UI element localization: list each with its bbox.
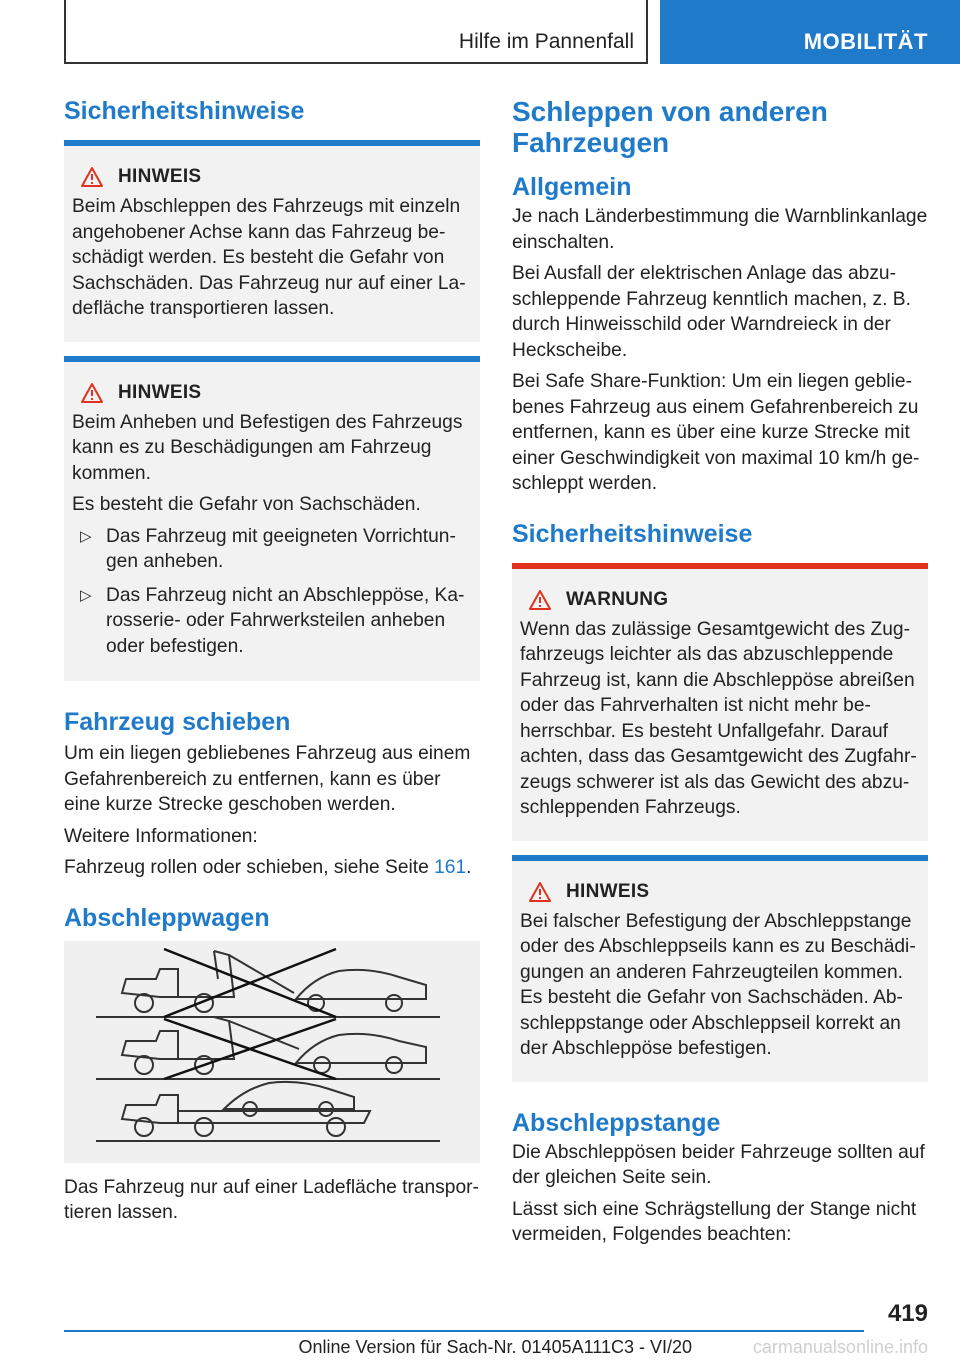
heading-tow-other-vehicles: Schleppen von anderen Fahrzeugen	[512, 96, 828, 158]
push-paragraph-1: Um ein liegen gebliebenes Fahrzeug aus einem Gefahrenbereich zu entfernen, kann es über eine kurze Strecke geschoben werden.	[64, 743, 471, 815]
general-paragraph-2: Bei Ausfall der elektrischen Anlage das abzuschleppende Fahrzeug kenntlich machen, z. B. durch Hinweisschild oder Warndreieck in der Heckscheibe.	[512, 263, 911, 361]
header-section-label: Hilfe im Pannenfall	[458, 30, 634, 53]
header-chapter-label: MOBILITÄT	[803, 29, 928, 54]
footer-watermark: carmanualsonline.info	[752, 1337, 928, 1357]
right-column	[512, 96, 928, 1254]
notice-box-2-list	[72, 524, 472, 660]
notice-box-1	[64, 140, 480, 342]
heading-safety-right: Sicherheitshinweise	[512, 519, 753, 548]
notice-box-3-text: Bei falscher Befestigung der Abschleppstange oder des Abschleppseils kann es zu Beschädigungen an anderen Fahrzeugteilen kommen. Es besteht die Gefahr von Sachschäden. Abschleppstange oder Abschleppseil korrekt an der Abschleppöse befestigen.	[520, 910, 916, 1059]
footer-version-text: Online Version für Sach-Nr. 01405A111C3 - VI/20	[298, 1337, 692, 1357]
warning-triangle-icon	[520, 881, 560, 903]
heading-push: Fahrzeug schieben	[64, 708, 291, 736]
page-number: 419	[887, 1300, 928, 1327]
notice-box-2	[64, 356, 480, 682]
notice-box-2-text-1: Beim Anheben und Befestigen des Fahrzeugs kann es zu Beschädigungen am Fahrzeug kommen.	[72, 411, 463, 484]
tow-bar-paragraph-1: Die Abschleppösen beider Fahrzeuge sollten auf der gleichen Seite sein.	[512, 1141, 925, 1188]
warning-triangle-icon	[72, 166, 112, 188]
general-paragraph-3: Bei Safe Share-Funktion: Um ein liegen gebliebenes Fahrzeug aus einem Gefahrenbereich zu entfernen, kann es über eine kurze Strecke mit einer Geschwindigkeit von maximal 10 km/h geschleppt werden.	[512, 371, 920, 494]
notice-box-2-text-2: Es besteht die Gefahr von Sachschäden.	[72, 494, 421, 515]
push-paragraph-3	[64, 855, 480, 881]
heading-tow-bar: Abschleppstange	[512, 1108, 721, 1137]
notice-box-3	[512, 855, 928, 1082]
general-paragraph-1: Je nach Länderbestimmung die Warnblinkanlage einschalten.	[512, 206, 928, 253]
list-item	[72, 524, 472, 575]
page-link-161[interactable]: 161	[434, 857, 467, 878]
push-reference-end: .	[466, 857, 472, 878]
header-section-tab	[64, 0, 648, 64]
triangle-bullet-icon: ▷	[80, 527, 92, 545]
notice-box-3-title: HINWEIS	[566, 880, 650, 902]
list-item-text: Das Fahrzeug nicht an Abschleppöse, Karosserie- oder Fahrwerksteilen anheben oder befestigen.	[106, 584, 465, 657]
tow-caption: Das Fahrzeug nur auf einer Ladefläche transportieren lassen.	[64, 1176, 479, 1223]
tow-truck-illustration	[64, 941, 480, 1163]
list-item-text: Das Fahrzeug mit geeigneten Vorrichtungen anheben.	[106, 525, 456, 572]
push-reference-text: Fahrzeug rollen oder schieben, siehe Seite	[64, 857, 435, 878]
tow-methods-illustration	[64, 941, 480, 1163]
push-paragraph-2: Weitere Informationen:	[64, 825, 258, 847]
warning-box	[512, 563, 928, 841]
tow-bar-paragraph-2: Lässt sich eine Schrägstellung der Stange nicht vermeiden, Folgendes beachten:	[512, 1198, 917, 1245]
notice-box-1-text: Beim Abschleppen des Fahrzeugs mit einzeln angehobener Achse kann das Fahrzeug beschädigt werden. Es besteht die Gefahr von Sachschäden. Das Fahrzeug nur auf einer Ladefläche transportieren lassen.	[72, 196, 466, 319]
list-item	[72, 583, 472, 660]
heading-general: Allgemein	[512, 173, 632, 201]
heading-tow-truck: Abschleppwagen	[64, 903, 270, 932]
header-chapter-tab	[660, 0, 960, 64]
warning-box-title: WARNUNG	[566, 588, 669, 610]
notice-box-2-title: HINWEIS	[118, 381, 202, 403]
triangle-bullet-icon: ▷	[80, 586, 92, 604]
footer-rule	[64, 1330, 864, 1332]
warning-triangle-icon	[520, 589, 560, 611]
left-column	[64, 96, 480, 1232]
warning-box-text: Wenn das zulässige Gesamtgewicht des Zugfahrzeugs leichter als das abzuschleppende Fahrzeug ist, kann die Abschleppöse abreißen oder das Fahrverhalten ist nicht mehr beherrschbar. Es besteht Unfallgefahr. Darauf achten, dass das Gesamtgewicht des Zugfahrzeugs schwerer ist als das Gewicht des abzuschleppenden Fahrzeugs.	[520, 618, 917, 818]
warning-triangle-icon	[72, 382, 112, 404]
notice-box-1-title: HINWEIS	[118, 166, 202, 187]
heading-safety-left: Sicherheitshinweise	[64, 97, 305, 125]
